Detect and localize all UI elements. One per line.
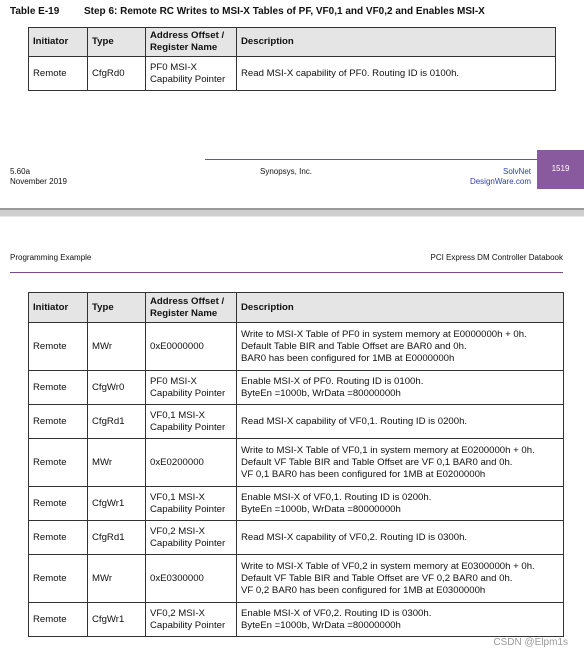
column-header-register: Address Offset / Register Name	[146, 28, 237, 57]
cell-register: 0xE0200000	[146, 439, 237, 487]
cell-register: VF0,1 MSI-X Capability Pointer	[146, 405, 237, 439]
cell-type: CfgWr1	[88, 603, 146, 637]
cell-initiator: Remote	[29, 603, 88, 637]
cell-register: PF0 MSI-X Capability Pointer	[146, 57, 237, 91]
table-row	[29, 521, 564, 555]
page-header-book-title: PCI Express DM Controller Databook	[430, 253, 563, 262]
table-number: Table E-19	[10, 6, 60, 17]
column-header-type: Type	[88, 293, 146, 323]
table-row	[29, 323, 564, 371]
cell-type: MWr	[88, 555, 146, 603]
cell-description: Read MSI-X capability of PF0. Routing ID is 0100h.	[237, 57, 556, 91]
footer-links	[470, 167, 531, 187]
cell-initiator: Remote	[29, 57, 88, 91]
footer-version-block	[10, 167, 67, 187]
table-row	[29, 439, 564, 487]
cell-register: VF0,2 MSI-X Capability Pointer	[146, 521, 237, 555]
column-header-description: Description	[237, 293, 564, 323]
cell-register: 0xE0000000	[146, 323, 237, 371]
column-header-register: Address Offset / Register Name	[146, 293, 237, 323]
page-header-section: Programming Example	[10, 253, 92, 262]
header-divider	[10, 272, 563, 273]
page-break	[0, 208, 584, 217]
page-number-tab	[537, 150, 584, 189]
cell-type: CfgWr0	[88, 371, 146, 405]
cell-description: Enable MSI-X of VF0,2. Routing ID is 0300h. ByteEn =1000b, WrData =80000000h	[237, 603, 564, 637]
table-title: Step 6: Remote RC Writes to MSI-X Tables of PF, VF0,1 and VF0,2 and Enables MSI-X	[84, 6, 485, 17]
designware-link[interactable]: DesignWare.com	[469, 177, 531, 186]
cell-initiator: Remote	[29, 405, 88, 439]
cell-register: VF0,1 MSI-X Capability Pointer	[146, 487, 237, 521]
cell-initiator: Remote	[29, 555, 88, 603]
cell-type: CfgRd1	[88, 521, 146, 555]
table-row	[29, 57, 556, 91]
cell-register: VF0,2 MSI-X Capability Pointer	[146, 603, 237, 637]
cell-description: Read MSI-X capability of VF0,2. Routing ID is 0300h.	[237, 521, 564, 555]
table-row	[29, 405, 564, 439]
table-caption	[10, 6, 485, 17]
watermark: CSDN @Elpm1s	[493, 637, 568, 648]
cell-type: CfgRd1	[88, 405, 146, 439]
cell-register: PF0 MSI-X Capability Pointer	[146, 371, 237, 405]
table-row	[29, 487, 564, 521]
cell-type: MWr	[88, 439, 146, 487]
cell-initiator: Remote	[29, 323, 88, 371]
cell-description: Enable MSI-X of PF0. Routing ID is 0100h. ByteEn =1000b, WrData =80000000h	[237, 371, 564, 405]
solvnet-link[interactable]: SolvNet	[502, 167, 531, 176]
cell-register: 0xE0300000	[146, 555, 237, 603]
table-row	[29, 603, 564, 637]
column-header-description: Description	[237, 28, 556, 57]
footer-version: 5.60a	[10, 167, 31, 176]
table-e19	[28, 292, 564, 637]
footer-date: November 2019	[10, 177, 67, 186]
cell-type: CfgWr1	[88, 487, 146, 521]
footer-company: Synopsys, Inc.	[260, 167, 313, 176]
column-header-initiator: Initiator	[29, 28, 88, 57]
header-row	[29, 293, 564, 323]
table-e19-continued	[28, 27, 556, 91]
page-number: 1519	[551, 164, 570, 173]
cell-initiator: Remote	[29, 371, 88, 405]
table-row	[29, 371, 564, 405]
cell-initiator: Remote	[29, 487, 88, 521]
table-row	[29, 555, 564, 603]
cell-initiator: Remote	[29, 439, 88, 487]
header-row	[29, 28, 556, 57]
footer-divider	[205, 159, 537, 160]
cell-description: Enable MSI-X of VF0,1. Routing ID is 0200h. ByteEn =1000b, WrData =80000000h	[237, 487, 564, 521]
cell-type: MWr	[88, 323, 146, 371]
cell-description: Read MSI-X capability of VF0,1. Routing ID is 0200h.	[237, 405, 564, 439]
cell-description: Write to MSI-X Table of VF0,2 in system memory at E0300000h + 0h. Default VF Table BIR and Table Offset are VF 0,2 BAR0 and 0h. VF 0,2 BAR0 has been configured for 1MB at E0300000h	[237, 555, 564, 603]
cell-description: Write to MSI-X Table of VF0,1 in system memory at E0200000h + 0h. Default VF Table BIR and Table Offset are VF 0,1 BAR0 and 0h. VF 0,1 BAR0 has been configured for 1MB at E0200000h	[237, 439, 564, 487]
cell-description: Write to MSI-X Table of PF0 in system memory at E0000000h + 0h. Default Table BIR and Table Offset are BAR0 and 0h. BAR0 has been configured for 1MB at E0000000h	[237, 323, 564, 371]
cell-initiator: Remote	[29, 521, 88, 555]
column-header-initiator: Initiator	[29, 293, 88, 323]
column-header-type: Type	[88, 28, 146, 57]
cell-type: CfgRd0	[88, 57, 146, 91]
